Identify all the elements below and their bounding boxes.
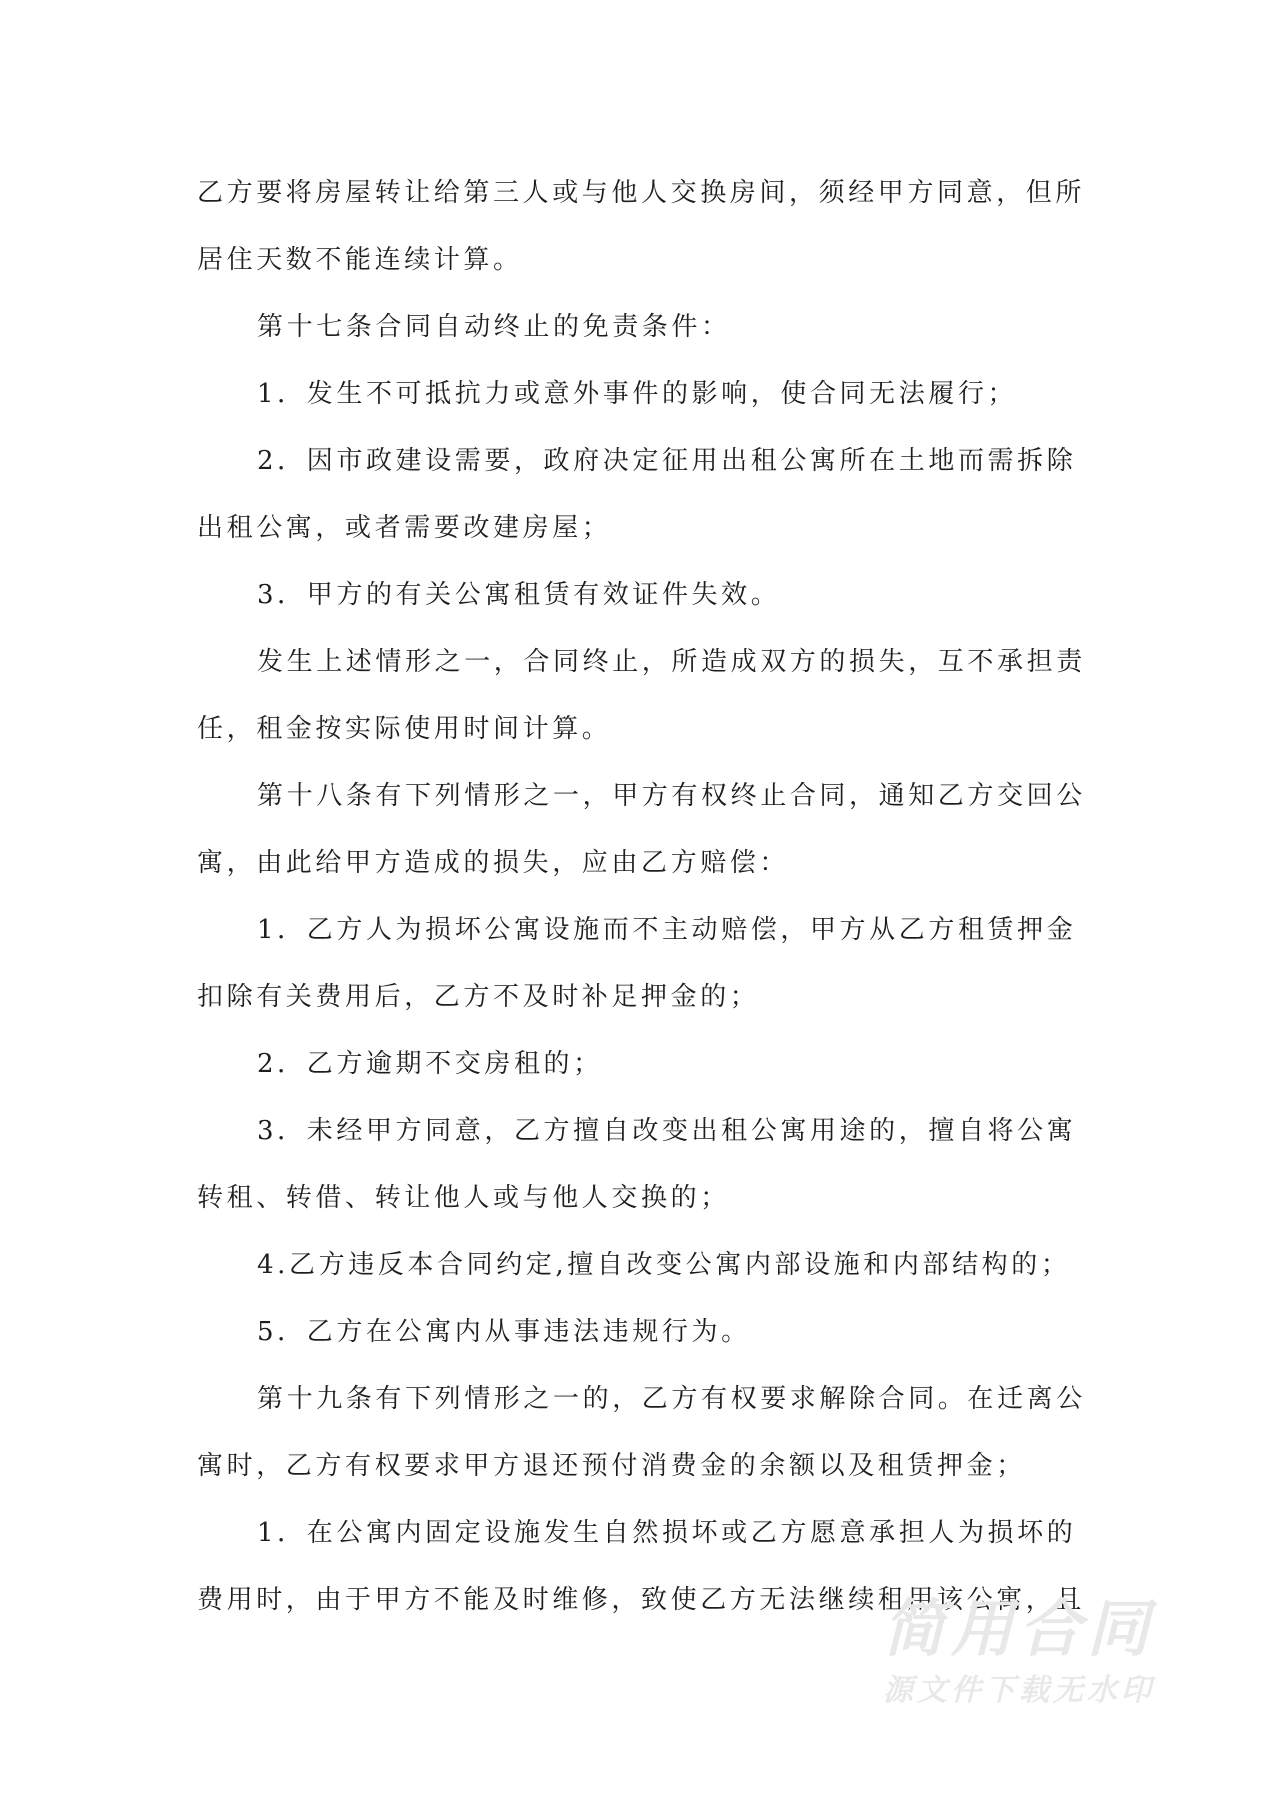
paragraph-line: 1．发生不可抵抗力或意外事件的影响，使合同无法履行； xyxy=(257,379,1018,409)
paragraph-line: 2．因市政建设需要，政府决定征用出租公寓所在土地而需拆除 xyxy=(257,446,1077,476)
document-body xyxy=(197,160,1097,1634)
paragraph-line: 2．乙方逾期不交房租的； xyxy=(257,1049,603,1079)
watermark-brand: 简用合同 xyxy=(883,1592,1156,1665)
paragraph-line: 费用时，由于甲方不能及时维修，致使乙方无法继续租用该公寓，且 xyxy=(197,1585,1086,1615)
paragraph-line: 1．在公寓内固定设施发生自然损坏或乙方愿意承担人为损坏的 xyxy=(257,1518,1077,1548)
paragraph-line: 寓时，乙方有权要求甲方退还预付消费金的余额以及租赁押金； xyxy=(197,1451,1026,1481)
paragraph-line: 第十七条合同自动终止的免责条件： xyxy=(257,312,731,342)
paragraph-line: 转租、转借、转让他人或与他人交换的； xyxy=(197,1183,730,1213)
paragraph-line: 发生上述情形之一，合同终止，所造成双方的损失，互不承担责 xyxy=(257,647,1086,677)
paragraph-line: 寓，由此给甲方造成的损失，应由乙方赔偿： xyxy=(197,848,790,878)
paragraph-line: 乙方要将房屋转让给第三人或与他人交换房间，须经甲方同意，但所 xyxy=(197,178,1086,208)
watermark xyxy=(883,1592,1183,1708)
paragraph-line: 扣除有关费用后，乙方不及时补足押金的； xyxy=(197,982,760,1012)
paragraph-line: 3．甲方的有关公寓租赁有效证件失效。 xyxy=(257,580,781,610)
paragraph-line: 出租公寓，或者需要改建房屋； xyxy=(197,513,612,543)
paragraph-line: 第十八条有下列情形之一，甲方有权终止合同，通知乙方交回公 xyxy=(257,781,1086,811)
paragraph-line: 5．乙方在公寓内从事违法违规行为。 xyxy=(257,1317,751,1347)
paragraph-line: 居住天数不能连续计算。 xyxy=(197,245,523,275)
paragraph-line: 4.乙方违反本合同约定,擅自改变公寓内部设施和内部结构的； xyxy=(257,1250,1071,1280)
paragraph-line: 第十九条有下列情形之一的，乙方有权要求解除合同。在迁离公 xyxy=(257,1384,1086,1414)
paragraph-line: 3．未经甲方同意，乙方擅自改变出租公寓用途的，擅自将公寓 xyxy=(257,1116,1077,1146)
paragraph-line: 1．乙方人为损坏公寓设施而不主动赔偿，甲方从乙方租赁押金 xyxy=(257,915,1077,945)
watermark-subtitle: 源文件下载无水印 xyxy=(883,1673,1155,1708)
paragraph-line: 任，租金按实际使用时间计算。 xyxy=(197,714,612,744)
